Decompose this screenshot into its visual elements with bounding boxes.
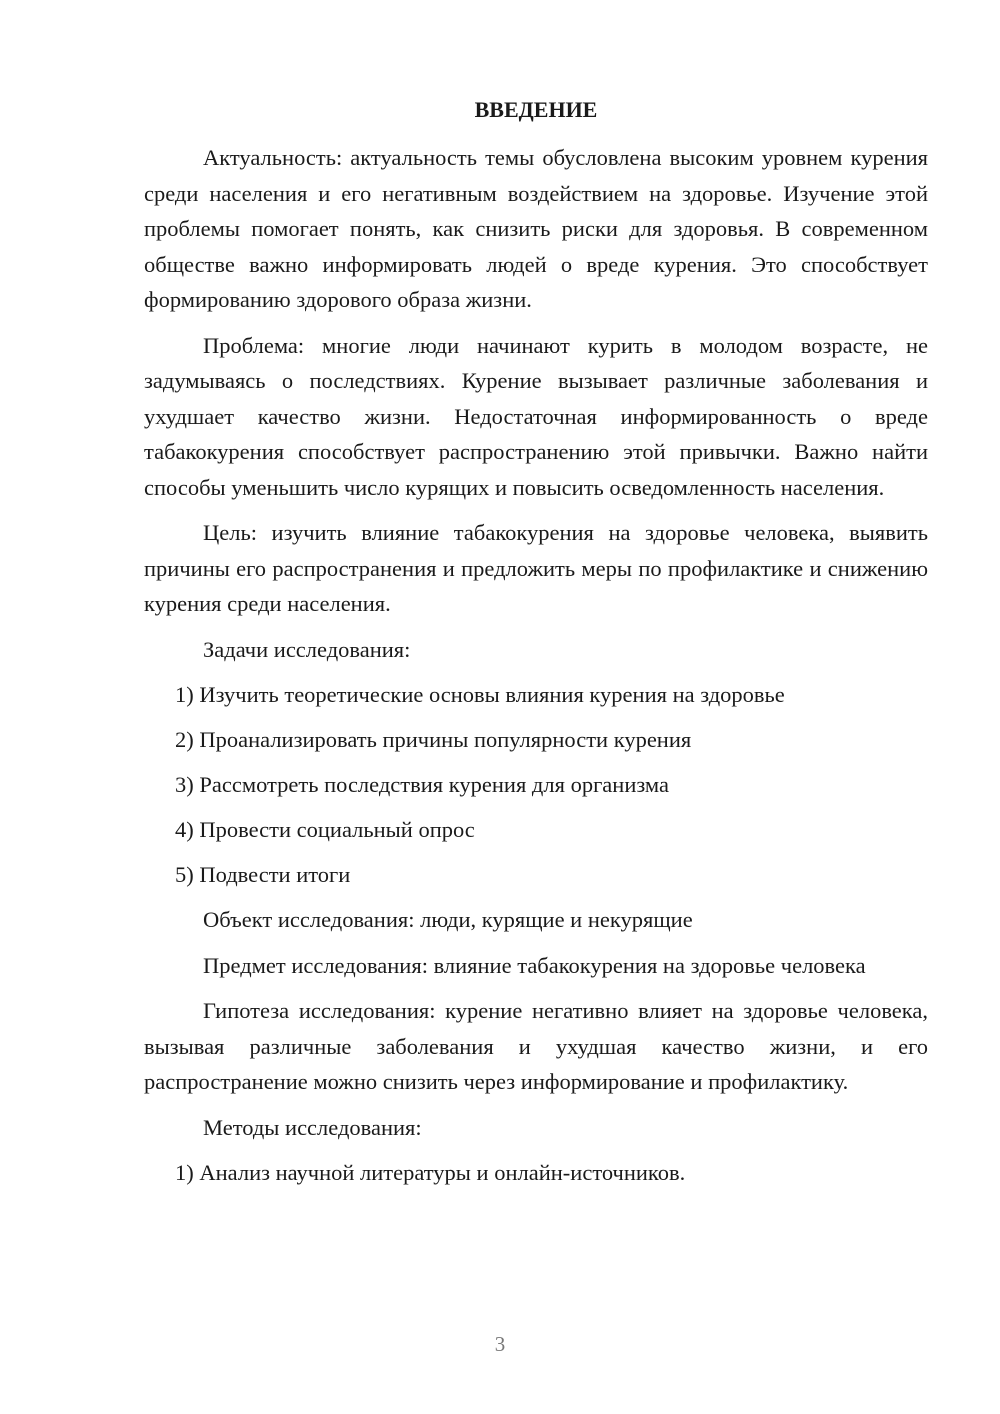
list-item: 1) Анализ научной литературы и онлайн-источников. — [175, 1160, 686, 1185]
methods-list — [144, 1155, 928, 1191]
subject-paragraph: Предмет исследования: влияние табакокурения на здоровье человека — [203, 952, 866, 978]
problem-paragraph: Проблема: многие люди начинают курить в молодом возрасте, не задумываясь о последствиях. Курение вызывает различные заболевания и ухудшает качество жизни. Недостаточная информированность о вреде табакокурения способствует распространению этой привычки. Важно найти способы уменьшить число курящих и повысить осведомленность населения. — [144, 332, 928, 500]
section-heading: ВВЕДЕНИЕ — [474, 97, 598, 122]
hypothesis-paragraph: Гипотеза исследования: курение негативно влияет на здоровье человека, вызывая различные заболевания и ухудшая качество жизни, и его распространение можно снизить через информирование и профилактику. — [144, 998, 928, 1094]
goal-paragraph: Цель: изучить влияние табакокурения на здоровье человека, выявить причины его распространения и предложить меры по профилактике и снижению курения среди населения. — [144, 520, 928, 616]
document-page — [144, 94, 928, 1200]
tasks-heading: Задачи исследования: — [203, 636, 411, 662]
list-item: 4) Провести социальный опрос — [175, 817, 475, 842]
relevance-paragraph: Актуальность: актуальность темы обусловлена высоким уровнем курения среди населения и его негативным воздействием на здоровье. Изучение этой проблемы помогает понять, как снизить риски для здоровья. В современном обществе важно информировать людей о вреде курения. Это способствует формированию здорового образа жизни. — [144, 145, 928, 312]
methods-heading: Методы исследования: — [203, 1114, 422, 1140]
page-number: 3 — [494, 1332, 506, 1356]
object-paragraph: Объект исследования: люди, курящие и некурящие — [203, 907, 693, 932]
list-item: 3) Рассмотреть последствия курения для организма — [175, 772, 670, 797]
list-item: 5) Подвести итоги — [175, 862, 351, 887]
list-item: 1) Изучить теоретические основы влияния курения на здоровье — [175, 682, 785, 707]
list-item: 2) Проанализировать причины популярности курения — [175, 727, 692, 752]
tasks-list — [144, 677, 928, 893]
